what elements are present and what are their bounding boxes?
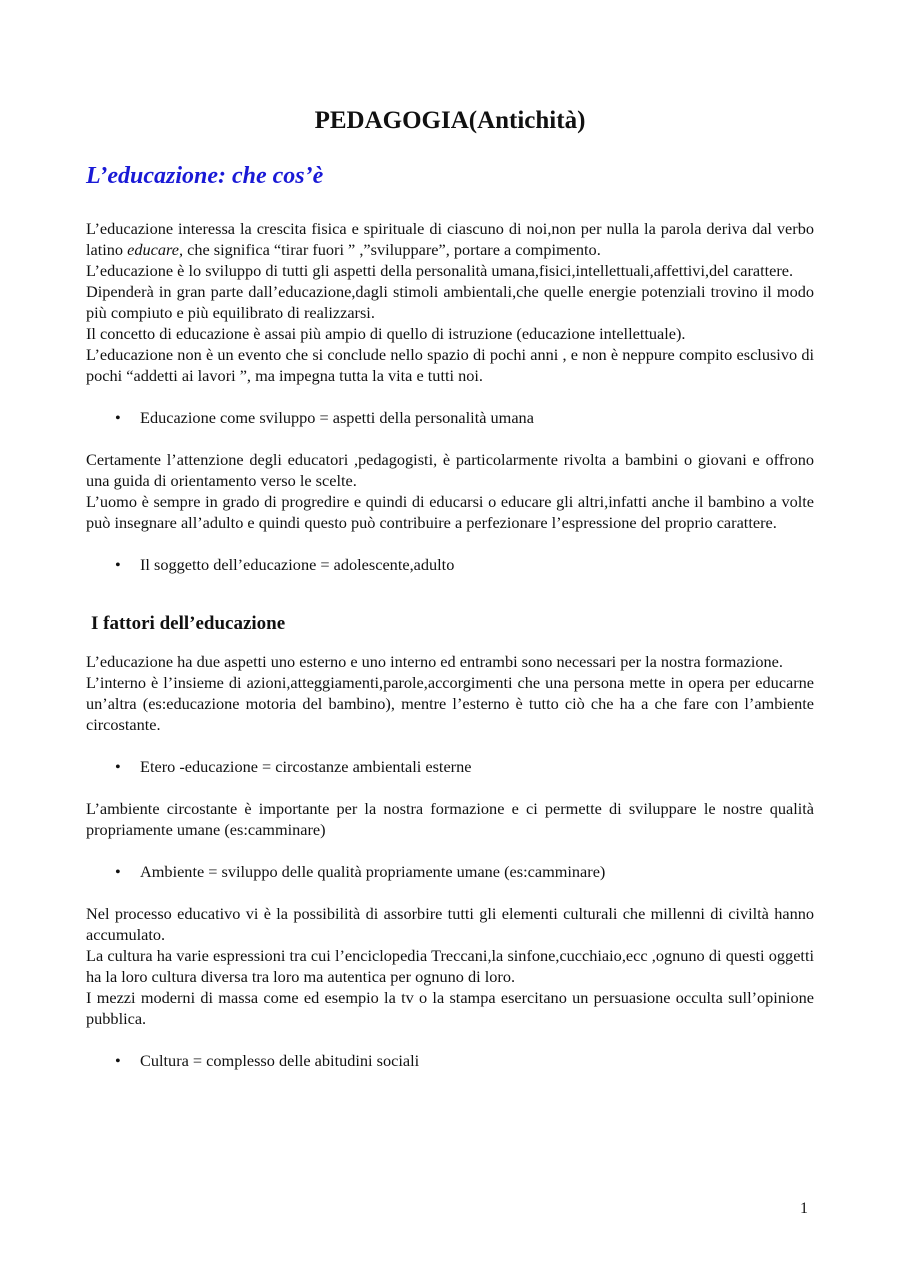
paragraph: L’educazione è lo sviluppo di tutti gli aspetti della personalità umana,fisici,intellettuali,affettivi,del carattere. [86,261,794,280]
paragraph: La cultura ha varie espressioni tra cui l’enciclopedia Treccani,la sinfone,cucchiaio,ecc ,ognuno di questi oggetti ha la loro cultura diversa tra loro ma autentica per ognuno di loro. [86,946,814,986]
document-body [86,218,814,1071]
section-subtitle: L’educazione: che cos’è [86,163,324,189]
paragraph: Certamente l’attenzione degli educatori ,pedagogisti, è particolarmente rivolta a bambini o giovani e offrono una guida di orientamento verso le scelte. [86,450,814,490]
page-title: PEDAGOGIA(Antichità) [314,107,586,134]
bullet-list [86,1050,814,1071]
paragraph: Nel processo educativo vi è la possibilità di assorbire tutti gli elementi culturali che millenni di civiltà hanno accumulato. [86,904,814,944]
page-number: 1 [800,1200,808,1217]
paragraph: L’ambiente circostante è importante per la nostra formazione e ci permette di sviluppare le nostre qualità propriamente umane (es:camminare) [86,799,814,839]
paragraph: L’educazione ha due aspetti uno esterno e uno interno ed entrambi sono necessari per la nostra formazione. [86,652,783,671]
paragraph: Il concetto di educazione è assai più ampio di quello di istruzione (educazione intellettuale). [86,324,686,343]
bullet-list [86,756,814,777]
bullet-item: • Etero -educazione = circostanze ambientali esterne [86,756,814,777]
paragraph: L’interno è l’insieme di azioni,atteggiamenti,parole,accorgimenti che una persona mette in opera per educarne un’altra (es:educazione motoria del bambino), mentre l’esterno è tutto ciò che ha a che fare con l’ambiente circostante. [86,673,814,734]
bullet-item: • Cultura = complesso delle abitudini sociali [86,1050,814,1071]
paragraph: L’educazione non è un evento che si conclude nello spazio di pochi anni , e non è neppure compito esclusivo di pochi “addetti ai lavori ”, ma impegna tutta la vita e tutti noi. [86,345,814,385]
paragraph: Dipenderà in gran parte dall’educazione,dagli stimoli ambientali,che quelle energie potenziali trovino il modo più compiuto e più equilibrato di realizzarsi. [86,282,814,322]
bullet-item: • Il soggetto dell’educazione = adolescente,adulto [86,554,814,575]
paragraph: L’educazione interessa la crescita fisica e spirituale di ciascuno di noi,non per nulla la parola deriva dal verbo latino educare, che significa “tirar fuori ” ,”sviluppare”, portare a compimento. [86,219,814,259]
bullet-item: • Educazione come sviluppo = aspetti della personalità umana [86,407,814,428]
bullet-list [86,407,814,428]
bullet-item: • Ambiente = sviluppo delle qualità propriamente umane (es:camminare) [86,861,814,882]
bullet-list [86,861,814,882]
section-heading: I fattori dell’educazione [91,613,286,634]
paragraph: I mezzi moderni di massa come ed esempio la tv o la stampa esercitano un persuasione occulta sull’opinione pubblica. [86,988,814,1028]
bullet-list [86,554,814,575]
paragraph: L’uomo è sempre in grado di progredire e quindi di educarsi o educare gli altri,infatti anche il bambino a volte può insegnare all’adulto e quindi questo può contribuire a perfezionare l’espressione del proprio carattere. [86,492,814,532]
